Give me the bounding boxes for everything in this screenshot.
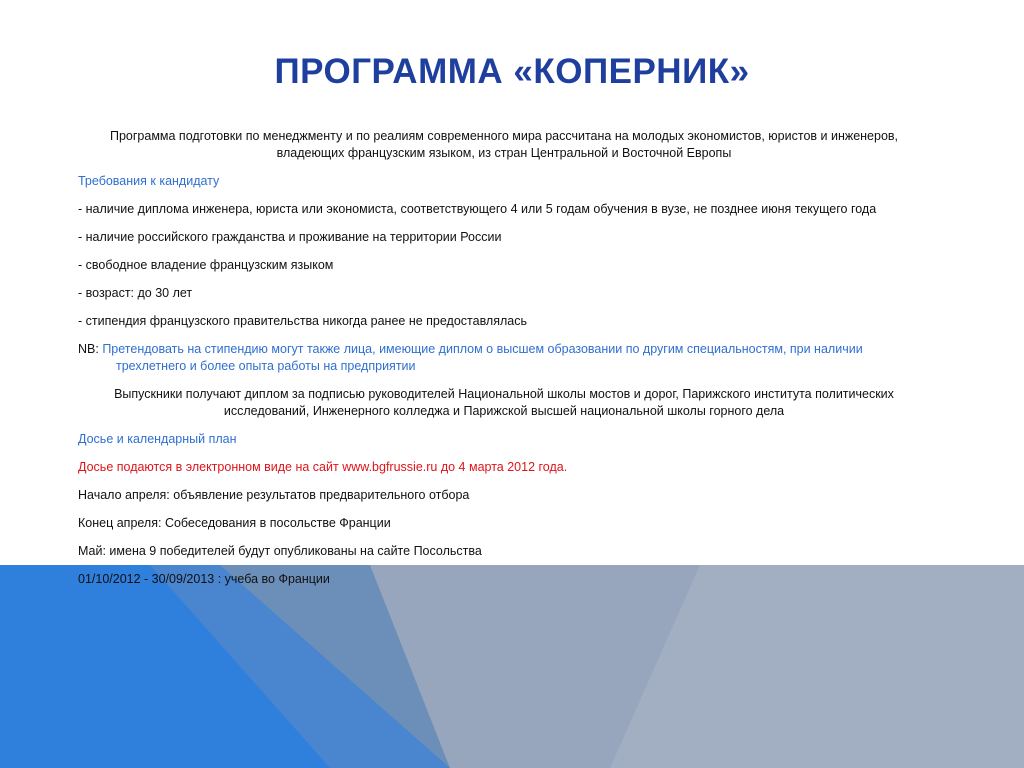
requirement-item: - стипендия французского правительства никогда ранее не предоставлялась [78, 314, 527, 328]
nb-prefix: NB: [78, 342, 103, 356]
timeline-item: Конец апреля: Собеседования в посольстве Франции [78, 516, 391, 530]
graduates-paragraph: Выпускники получают диплом за подписью руководителей Национальной школы мостов и дорог, Парижского института политических исследований, Инженерного колледжа и Парижской высшей национальной школы горного дела [114, 387, 894, 418]
nb-text: Претендовать на стипендию могут также лица, имеющие диплом о высшем образовании по другим специальностям, при наличии трехлетнего и более опыта работы на предприятии [102, 342, 863, 373]
requirements-heading: Требования к кандидату [78, 174, 220, 188]
nb-paragraph [78, 341, 930, 375]
timeline-item: Май: имена 9 победителей будут опубликованы на сайте Посольства [78, 544, 482, 558]
requirement-item: - свободное владение французским языком [78, 258, 334, 272]
slide-content [78, 128, 930, 599]
timeline-item: Начало апреля: объявление результатов предварительного отбора [78, 488, 470, 502]
requirement-item: - наличие российского гражданства и проживание на территории России [78, 230, 502, 244]
slide-title: ПРОГРАММА «КОПЕРНИК» [274, 52, 750, 91]
requirement-item: - возраст: до 30 лет [78, 286, 193, 300]
timeline-item: 01/10/2012 - 30/09/2013 : учеба во Франции [78, 572, 330, 586]
requirement-item: - наличие диплома инженера, юриста или экономиста, соответствующего 4 или 5 годам обучения в вузе, не позднее июня текущего года [78, 202, 877, 216]
intro-paragraph: Программа подготовки по менеджменту и по реалиям современного мира рассчитана на молодых экономистов, юристов и инженеров, владеющих французским языком, из стран Центральной и Восточной Европы [109, 129, 899, 160]
dossier-deadline: Досье подаются в электронном виде на сайт www.bgfrussie.ru до 4 марта 2012 года. [78, 460, 568, 474]
dossier-heading: Досье и календарный план [78, 432, 237, 446]
